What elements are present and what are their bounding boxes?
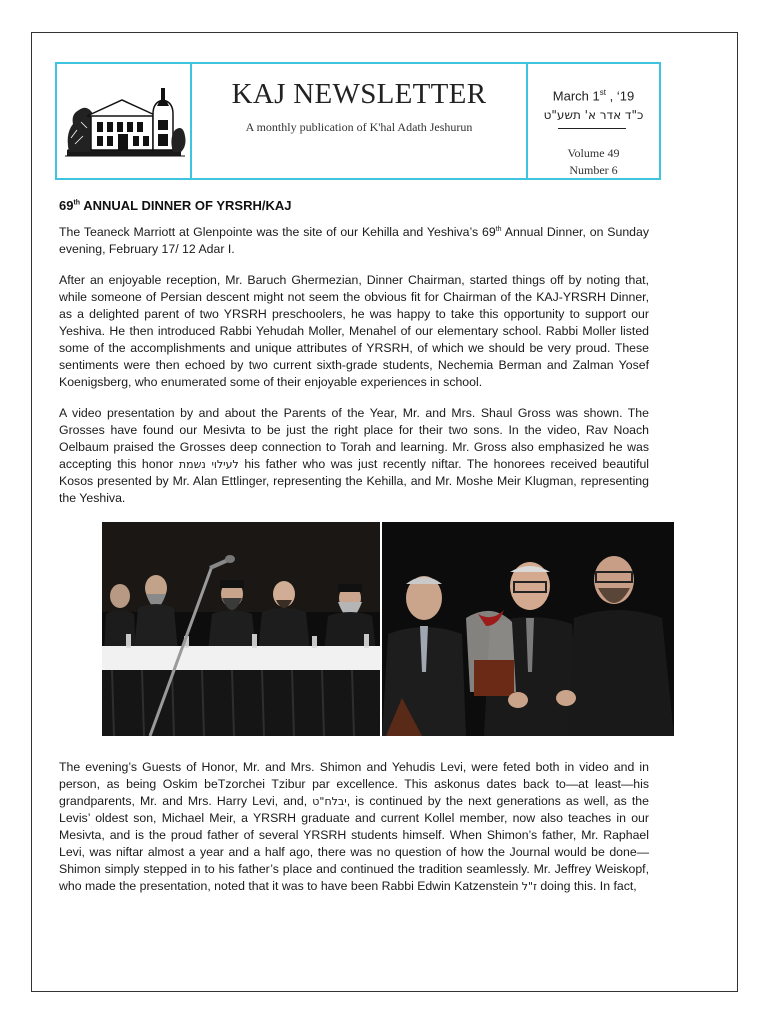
number-label: Number 6 [569, 163, 618, 177]
masthead-title-cell [192, 64, 528, 178]
masthead [55, 62, 661, 180]
hebrew-date: כ"ד אדר א' תשע"ט [543, 108, 644, 122]
dais-photo [102, 522, 380, 736]
issue-date: March 1st , ‘19 [552, 88, 635, 104]
masthead-logo-cell [57, 64, 192, 178]
newsletter-title: KAJ NEWSLETTER [231, 78, 487, 110]
paragraph-2: After an enjoyable reception, Mr. Baruch Ghermezian, Dinner Chairman, started things off by noting that, while someone of Persian descent might not seem the obvious fit for Chairman of the KAJ-YRSRH Dinner, as a delighted parent of two YRSRH preschoolers, he was happy to take this opportunity to support our Yeshiva. He then introduced Rabbi Yehudah Moller, Menahel of our elementary school. Rabbi Moller listed some of the accomplishments and unique attributes of YRSRH, of which we should be very proud. These sentiments were then echoed by two current sixth-grade students, Nechemia Berman and Zalman Yosef Koenigsberg, who enumerated some of their enjoyable experiences in school. [59, 273, 649, 389]
article-headline: 69th ANNUAL DINNER OF YRSRH/KAJ [59, 198, 292, 213]
newsletter-subtitle: A monthly publication of K'hal Adath Jeshurun [245, 120, 473, 134]
award-presentation-photo [382, 522, 674, 736]
volume-label: Volume 49 [567, 146, 620, 160]
synagogue-building-icon [57, 64, 190, 178]
masthead-date-cell [528, 64, 659, 178]
paragraph-4: The evening’s Guests of Honor, Mr. and Mrs. Shimon and Yehudis Levi, were feted both in video and in person, as being Oskim beTzorchei Tzibur par excellence. This askonus dates back to—at least—his grandparents, Mr. and Mrs. Harry Levi, and, יבלח"ט, is continued by the next generations as well, as the Levis’ oldest son, Michael Meir, a YRSRH graduate and current Kollel member, now also teaches in our Mesivta, and is the proud father of several YRSRH students himself. When Shimon’s father, Mr. Raphael Levi, was niftar almost a year and a half ago, there was no question of how the Journal would be done—Shimon simply stepped in to his father’s place and continued the tradition seamlessly. Mr. Jeffrey Weiskopf, who made the presentation, noted that it was to have been Rabbi Edwin Katzenstein ז"ל doing this. In fact, [59, 760, 649, 893]
paragraph-3: A video presentation by and about the Parents of the Year, Mr. and Mrs. Shaul Gross was shown. The Grosses have found our Mesivta to be just the right place for their two sons. In the video, Rav Noach Oelbaum praised the Grosses deep connection to Torah and learning. Mr. Gross also emphasized he was accepting this honor לעילוי נשמת his father who was just recently niftar. The honorees received beautiful Kosos presented by Mr. Alan Ettlinger, representing the Kehilla, and Mr. Moshe Meir Klugman, representing the Yeshiva. [59, 406, 650, 505]
date-divider [558, 128, 626, 129]
paragraph-1: The Teaneck Marriott at Glenpointe was the site of our Kehilla and Yeshiva’s 69th Annual Dinner, on Sunday evening, February 17/ 12 Adar I. [59, 225, 649, 256]
